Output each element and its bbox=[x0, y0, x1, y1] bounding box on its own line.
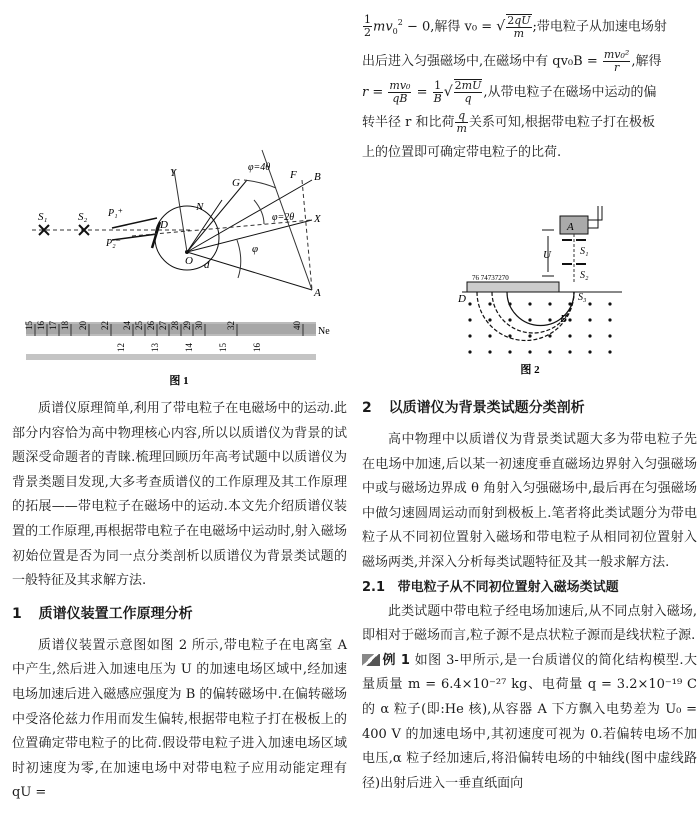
strip-top-number: 22 bbox=[100, 321, 110, 330]
section-2-number: 2 bbox=[362, 400, 372, 416]
fig2-label-s2: S₂ bbox=[580, 270, 589, 281]
field-dot bbox=[568, 318, 571, 321]
figure-2-caption: 图 2 bbox=[520, 364, 540, 376]
field-dot bbox=[588, 302, 591, 305]
field-dot bbox=[488, 318, 491, 321]
section-2-title: 以质谱仪为背景类试题分类剖析 bbox=[388, 400, 585, 416]
field-dot bbox=[508, 350, 511, 353]
example-pen-icon bbox=[362, 654, 380, 666]
section-2-1-heading bbox=[362, 576, 697, 600]
example-1-label: 例 1 bbox=[382, 652, 410, 668]
label-p2: P₂⁻ bbox=[106, 238, 121, 249]
field-dot bbox=[608, 302, 611, 305]
equation-line-1: $\frac{1}{2}$ $mv_0^2 - 0$,解得 v₀ = √ $\frac{2qU}{m}$ ;带电粒子从加速电场射 bbox=[364, 13, 667, 40]
eq1-after: ;带电粒子从加速电场射 bbox=[532, 19, 667, 35]
figure-2-diagram bbox=[362, 196, 697, 381]
fig2-label-a: A bbox=[567, 221, 574, 233]
strip-top-number: 15 bbox=[24, 321, 34, 330]
strip-top-number: 25 bbox=[134, 321, 144, 330]
label-a: A bbox=[314, 287, 321, 299]
fig2-label-s1: S₁ bbox=[580, 246, 589, 257]
field-dot bbox=[488, 302, 491, 305]
label-x: X bbox=[314, 213, 321, 225]
label-y: Y bbox=[170, 167, 177, 179]
spectrum-strip-bottom bbox=[26, 343, 316, 361]
strip-top-number: 30 bbox=[194, 321, 204, 330]
section-2-1-title: 带电粒子从不同初位置射入磁场类试题 bbox=[397, 579, 619, 595]
field-dot bbox=[588, 350, 591, 353]
line2-text: 出后进入匀强磁场中,在磁场中有 qv₀B = bbox=[362, 53, 598, 69]
section-1-number: 1 bbox=[12, 605, 22, 622]
eq1-tail: ,解得 v₀ = bbox=[430, 19, 493, 35]
strip-bottom-number: 12 bbox=[116, 343, 126, 352]
field-dot bbox=[528, 302, 531, 305]
field-dot bbox=[548, 302, 551, 305]
field-dot bbox=[548, 334, 551, 337]
intro-paragraph: 质谱仪原理简单,利用了带电粒子在电磁场中的运动.此部分内容恰为高中物理核心内容,所以以质谱仪为背景的试题深受命题者的青睐.梳理回顾历年高考试题中以质谱仪为背景类题目发现,大多考查质谱仪的工作原理及其工作原理的拓展——带电粒子在磁场中的运动.本文先介绍质谱仪装置的工作原理,再根据带电粒子在电磁场中运动时,射入磁场初始位置是否为同一点分类剖析以质谱仪为背景类试题的一般特征及其求解方法. bbox=[12, 401, 347, 589]
field-dot bbox=[488, 334, 491, 337]
field-dot bbox=[548, 318, 551, 321]
strip-top-number: 17 bbox=[48, 321, 58, 330]
example-1-text: 如图 3-甲所示,是一台质谱仪的简化结构模型.大量质量 m = 6.4×10⁻²⁷ kg、电荷量 q = 3.2×10⁻¹⁹ C 的 α 粒子(即:He 核),从容器 A 下方飘入电势差为 U₀ = 400 V 的加速电场中,其初速度可视为 0.若偏转电场不加电压,α 粒子经加速后,将沿偏转电场的中轴线(图中虚线路径)出射后进入一垂直纸面向 bbox=[362, 652, 697, 791]
strip-top-number: 18 bbox=[60, 321, 70, 330]
left-column bbox=[12, 0, 347, 817]
strip-top-number: 16 bbox=[36, 321, 46, 330]
section-2-paragraph: 高中物理中以质谱仪为背景类试题大多为带电粒子先在电场中加速,后以某一初速度垂直磁场边界射入匀强磁场中或与磁场边界成 θ 角射入匀强磁场中,最后再在匀强磁场中做匀速圆周运动而射到极板上.笔者将此类试题分为带电粒子从不同初位置射入磁场和带电粒子从相同初位置射入磁场两类,并深入分析每类试题特征及其一般求解方法. bbox=[362, 432, 697, 570]
label-b: B bbox=[314, 171, 321, 183]
label-phi-2theta: φ=2θ bbox=[272, 212, 295, 223]
line2-after: ,解得 bbox=[631, 53, 662, 69]
label-phi: φ bbox=[252, 243, 259, 255]
strip-top-number: 40 bbox=[292, 321, 302, 330]
label-n: N bbox=[196, 201, 204, 213]
field-dot bbox=[588, 318, 591, 321]
equation-line-4: 转半径 r 和比荷 $\frac{q}{m}$ 关系可知,根据带电粒子打在极板 bbox=[362, 108, 656, 135]
field-dot bbox=[508, 334, 511, 337]
field-dot bbox=[528, 318, 531, 321]
field-dot bbox=[468, 302, 471, 305]
fig2-label-u: U bbox=[543, 249, 551, 261]
strip-top-number: 27 bbox=[158, 321, 168, 330]
field-dot bbox=[568, 334, 571, 337]
field-dot bbox=[568, 350, 571, 353]
field-dot bbox=[588, 334, 591, 337]
strip-top-label: Ne bbox=[318, 326, 330, 337]
label-o: O bbox=[185, 255, 193, 267]
equation-line-5: 上的位置即可确定带电粒子的比荷. bbox=[362, 144, 562, 160]
label-d-small: d bbox=[204, 259, 210, 271]
strip-bottom-number: 14 bbox=[184, 343, 194, 352]
label-d: D bbox=[160, 219, 168, 231]
label-s1: S₁ bbox=[38, 211, 48, 223]
field-dot bbox=[468, 350, 471, 353]
strip-top-number: 26 bbox=[146, 321, 156, 330]
strip-bottom-number: 13 bbox=[150, 343, 160, 352]
strip-top-number: 24 bbox=[122, 321, 132, 330]
strip-bottom-number: 15 bbox=[218, 343, 228, 352]
field-dot bbox=[508, 302, 511, 305]
label-p1: P₁⁺ bbox=[108, 208, 123, 219]
label-s2: S₂ bbox=[78, 211, 88, 223]
strip-top-number: 28 bbox=[170, 321, 180, 330]
section-2-1-paragraph: 此类试题中带电粒子经电场加速后,从不同点射入磁场,即相对于磁场而言,粒子源不是点状粒子源而是线状粒子源. bbox=[362, 603, 697, 644]
spectrum-strip-top bbox=[24, 321, 330, 338]
fig2-label-s3: S₃ bbox=[578, 292, 587, 303]
field-dot bbox=[528, 334, 531, 337]
field-dot bbox=[548, 350, 551, 353]
field-dot bbox=[608, 334, 611, 337]
section-1-paragraph: 质谱仪装置示意图如图 2 所示,带电粒子在电离室 A 中产生,然后进入加速电压为 U 的加速电场区域中,经加速电场加速后进入磁感应强度为 B 的偏转磁场中.在偏转磁场中受洛伦兹力作用而发生偏转,根据带电粒子打在极板上的位置确定带电粒子的比荷.假设带电粒子进入加速电场区域时初速度为零,在加速电场中对带电粒子应用动能定理有 qU = bbox=[12, 637, 347, 801]
fig2-label-d: D bbox=[458, 293, 466, 305]
eq3-after: ,从带电粒子在磁场中运动的偏 bbox=[483, 84, 657, 100]
strip-bottom-number: 16 bbox=[252, 343, 262, 352]
field-dot bbox=[608, 318, 611, 321]
equation-line-3: r = $\frac{\text{mv₀}}{qB}$ = $\frac{1}{B}$ √ $\frac{2mU}{q}$ ,从带电粒子在磁场中运动的偏 bbox=[362, 78, 657, 106]
label-phi-4theta: φ=4θ bbox=[248, 162, 271, 173]
section-1-heading bbox=[12, 602, 347, 626]
field-dot bbox=[468, 334, 471, 337]
field-dot bbox=[568, 302, 571, 305]
section-1-title: 质谱仪装置工作原理分析 bbox=[38, 605, 193, 622]
fig2-label-b: B bbox=[560, 313, 567, 325]
field-dot bbox=[508, 318, 511, 321]
strip-top-number: 29 bbox=[182, 321, 192, 330]
field-dot bbox=[528, 350, 531, 353]
field-dot bbox=[488, 350, 491, 353]
example-1-paragraph bbox=[362, 649, 697, 797]
figure-1-caption: 图 1 bbox=[169, 375, 189, 387]
line4-a: 转半径 r 和比荷 bbox=[362, 114, 455, 130]
strip-top-number: 32 bbox=[226, 321, 236, 330]
section-2-heading bbox=[362, 396, 697, 420]
section-2-1-number: 2.1 bbox=[362, 579, 386, 595]
label-f: F bbox=[290, 169, 297, 181]
label-g: G bbox=[232, 177, 240, 189]
right-column bbox=[362, 0, 697, 817]
fig2-scale-numbers: 76 74737270 bbox=[472, 274, 509, 282]
equation-line-2: 出后进入匀强磁场中,在磁场中有 qv₀B = $\frac{\text{mv₀²}}{r}$ ,解得 bbox=[362, 47, 662, 74]
line4-b: 关系可知,根据带电粒子打在极板 bbox=[468, 114, 656, 130]
field-dot bbox=[468, 318, 471, 321]
strip-top-number: 20 bbox=[78, 321, 88, 330]
field-dot bbox=[608, 350, 611, 353]
